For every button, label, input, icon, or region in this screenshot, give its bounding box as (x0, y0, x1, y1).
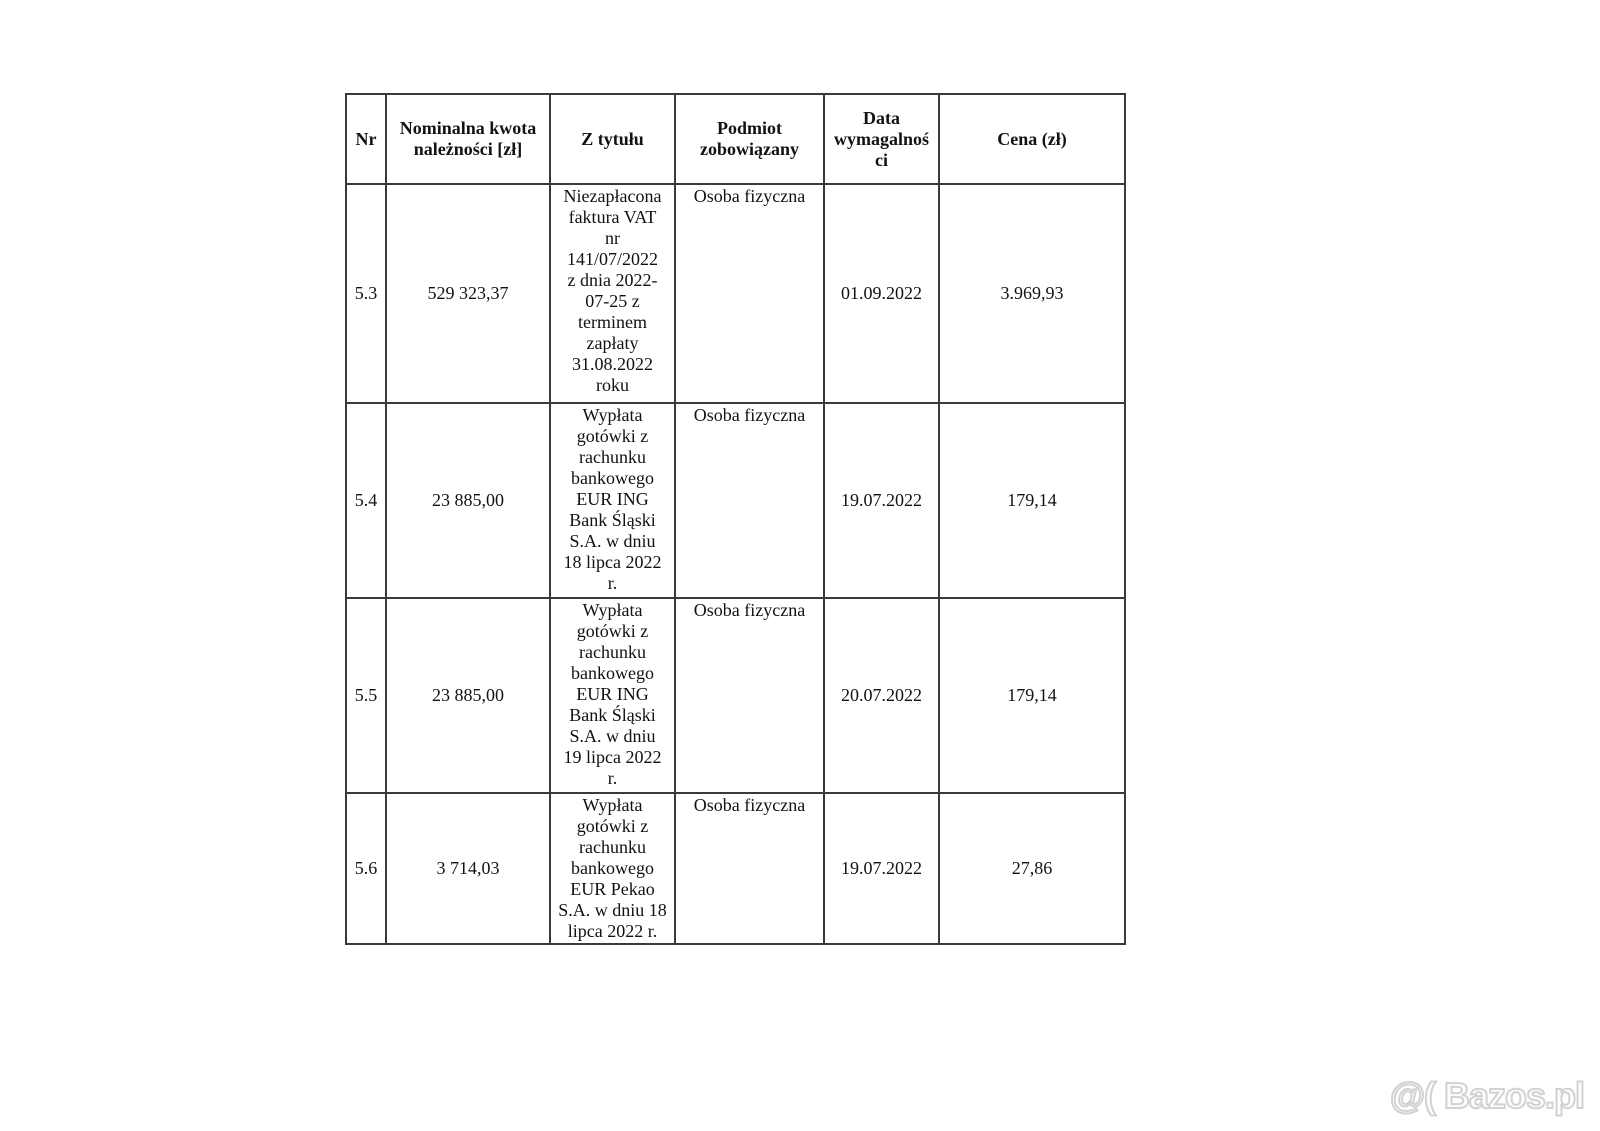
cell-price: 27,86 (939, 793, 1125, 944)
table-row-5-3 (346, 184, 1125, 403)
cell-due-date: 19.07.2022 (824, 403, 939, 598)
receivables-table (345, 93, 1126, 945)
cell-obligated-entity: Osoba fizyczna (675, 598, 824, 793)
cell-obligated-entity: Osoba fizyczna (675, 793, 824, 944)
cell-due-date: 20.07.2022 (824, 598, 939, 793)
cell-nominal-amount: 23 885,00 (386, 403, 550, 598)
cell-nominal-amount: 3 714,03 (386, 793, 550, 944)
table-row-5-6 (346, 793, 1125, 944)
cell-title: Niezapłacona faktura VAT nr 141/07/2022 z dnia 2022- 07-25 z terminem zapłaty 31.08.2022 roku (550, 184, 675, 403)
cell-nr: 5.6 (346, 793, 386, 944)
cell-nominal-amount: 23 885,00 (386, 598, 550, 793)
cell-nr: 5.3 (346, 184, 386, 403)
cell-nominal-amount: 529 323,37 (386, 184, 550, 403)
cell-obligated-entity: Osoba fizyczna (675, 184, 824, 403)
cell-nr: 5.5 (346, 598, 386, 793)
header-cell-price: Cena (zł) (939, 94, 1125, 184)
cell-price: 179,14 (939, 598, 1125, 793)
cell-due-date: 19.07.2022 (824, 793, 939, 944)
cell-obligated-entity: Osoba fizyczna (675, 403, 824, 598)
cell-due-date: 01.09.2022 (824, 184, 939, 403)
table-row-5-5 (346, 598, 1125, 793)
cell-price: 179,14 (939, 403, 1125, 598)
bazos-watermark: @( Bazos.pl (1389, 1075, 1584, 1116)
cell-title: Wypłata gotówki z rachunku bankowego EUR ING Bank Śląski S.A. w dniu 19 lipca 2022 r. (550, 598, 675, 793)
cell-title: Wypłata gotówki z rachunku bankowego EUR ING Bank Śląski S.A. w dniu 18 lipca 2022 r. (550, 403, 675, 598)
header-cell-nr: Nr (346, 94, 386, 184)
cell-nr: 5.4 (346, 403, 386, 598)
header-cell-obligated-entity: Podmiot zobowiązany (675, 94, 824, 184)
cell-title: Wypłata gotówki z rachunku bankowego EUR Pekao S.A. w dniu 18 lipca 2022 r. (550, 793, 675, 944)
cell-price: 3.969,93 (939, 184, 1125, 403)
header-cell-due-date: Data wymagalnoś ci (824, 94, 939, 184)
header-cell-title: Z tytułu (550, 94, 675, 184)
table-header-row (346, 94, 1125, 184)
table-row-5-4 (346, 403, 1125, 598)
header-cell-nominal-amount: Nominalna kwota należności [zł] (386, 94, 550, 184)
